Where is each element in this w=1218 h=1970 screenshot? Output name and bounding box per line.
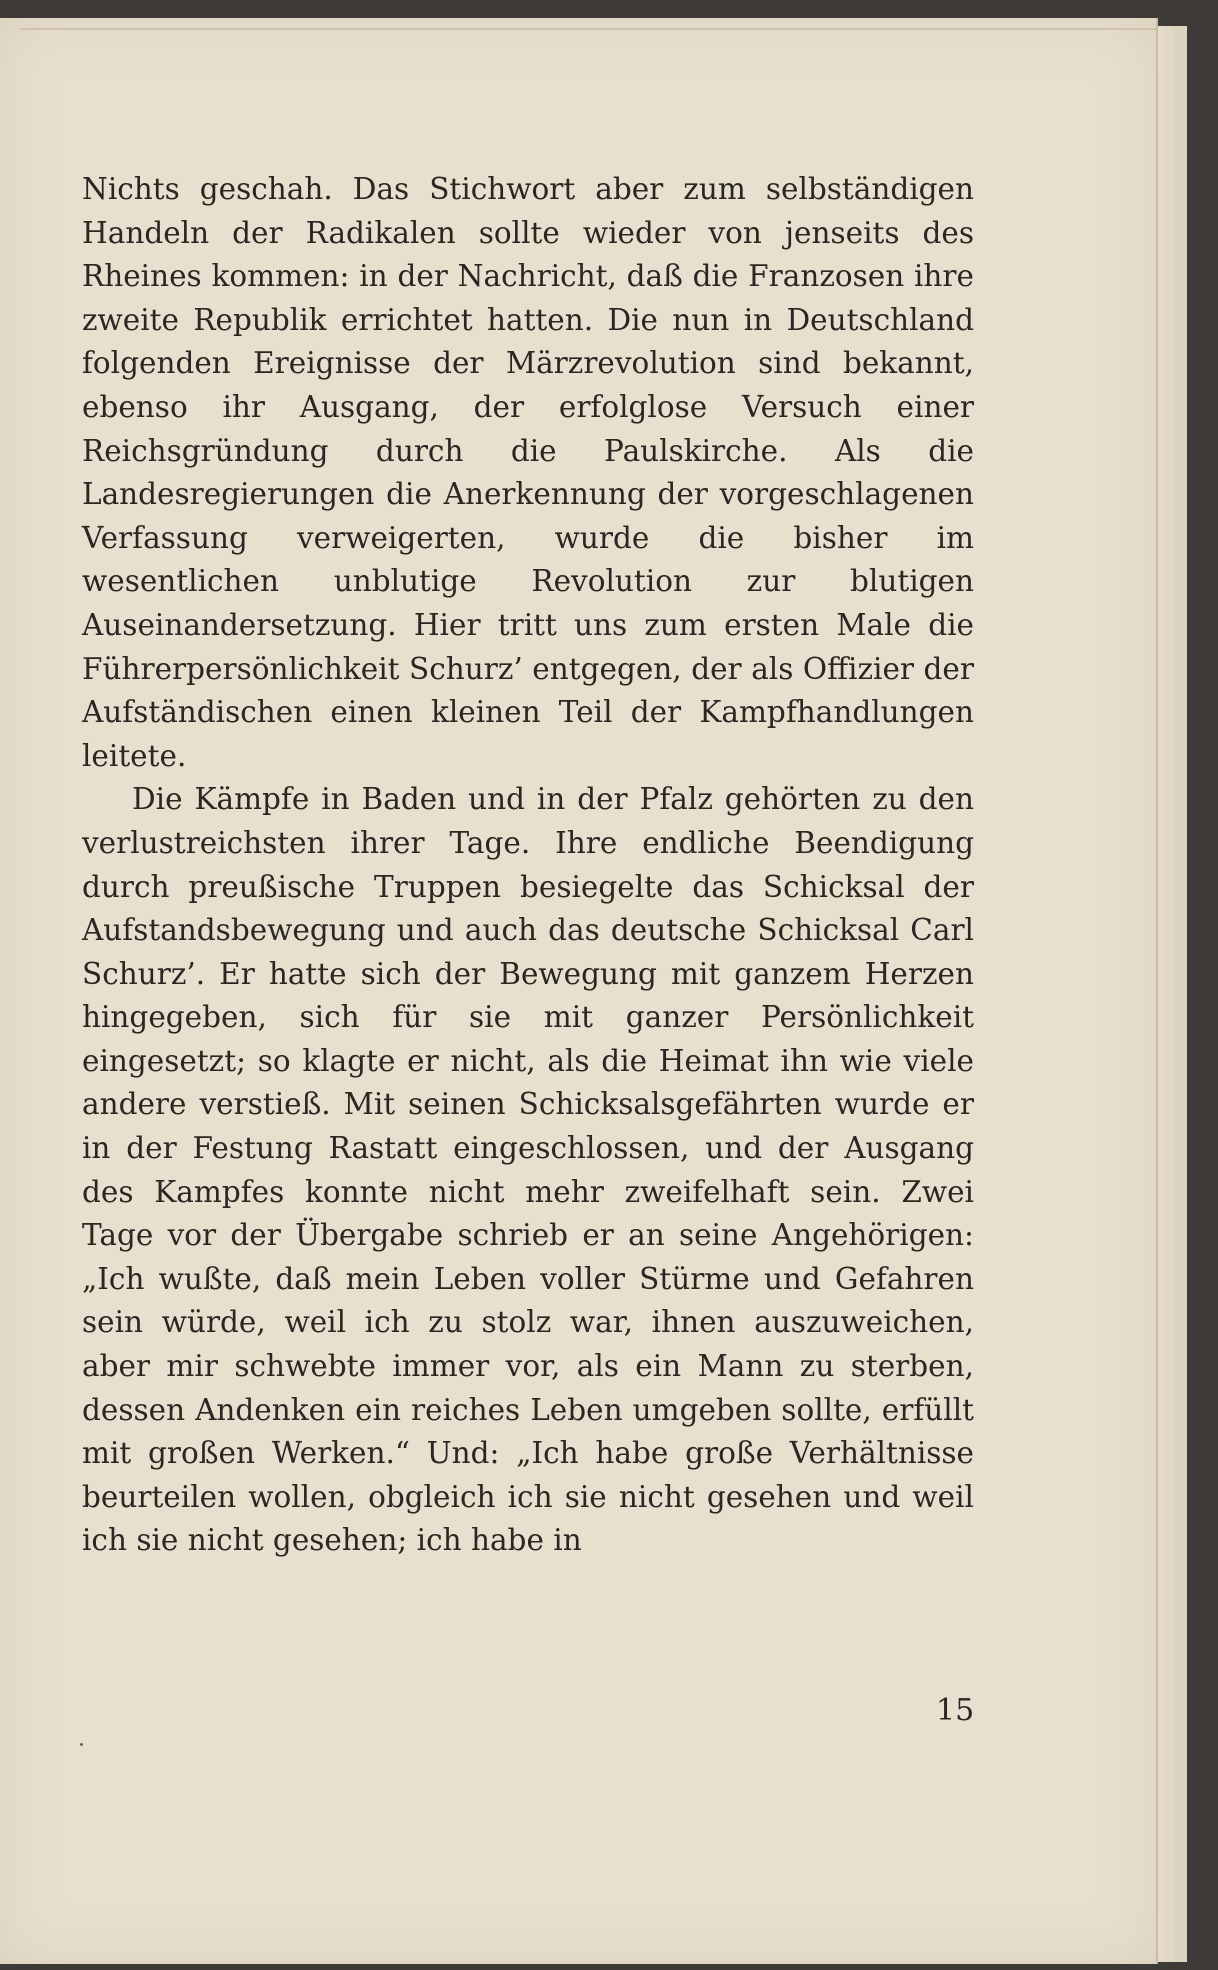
paragraph-1: Nichts geschah. Das Stichwort aber zum selbständigen Handeln der Radikalen sollte wieder von jenseits des Rheines kommen: in der Nachricht, daß die Franzosen ihre zweite Republik errichtet hatten. Die nun in Deutschland folgenden Ereignisse der Märzrevolution sind bekannt, ebenso ihr Ausgang, der erfolglose Versuch einer Reichsgründung durch die Paulskirche. Als die Landesregierungen die Anerkennung der vorgeschlagenen Verfassung verweigerten, wurde die bisher im wesentlichen unblutige Revolution zur blutigen Auseinandersetzung. Hier tritt uns zum ersten Male die Führerpersönlichkeit Schurz’ entgegen, der als Offizier der Aufständischen einen kleinen Teil der Kampfhandlungen leitete. xyxy=(82,172,974,773)
book-page xyxy=(0,18,1158,1964)
page-number: 15 xyxy=(936,1693,975,1728)
page-top-edge xyxy=(20,28,1156,30)
paper-speck xyxy=(80,1743,83,1746)
paragraph-2: Die Kämpfe in Baden und in der Pfalz gehörten zu den verlustreichsten ihrer Tage. Ihre endliche Beendigung durch preußische Truppen besiegelte das Schicksal der Aufstandsbewegung und auch das deutsche Schicksal Carl Schurz’. Er hatte sich der Bewegung mit ganzem Herzen hingegeben, sich für sie mit ganzer Persönlichkeit eingesetzt; so klagte er nicht, als die Heimat ihn wie viele andere verstieß. Mit seinen Schicksalsgefährten wurde er in der Festung Rastatt eingeschlossen, und der Ausgang des Kampfes konnte nicht mehr zweifelhaft sein. Zwei Tage vor der Übergabe schrieb er an seine Angehörigen: „Ich wußte, daß mein Leben voller Stürme und Gefahren sein würde, weil ich zu stolz war, ihnen auszuweichen, aber mir schwebte immer vor, als ein Mann zu sterben, dessen Andenken ein reiches Leben umgeben sollte, erfüllt mit großen Werken.“ Und: „Ich habe große Verhältnisse beurteilen wollen, obgleich ich sie nicht gesehen und weil ich sie nicht gesehen; ich habe in xyxy=(82,782,974,1558)
body-text xyxy=(82,168,974,1563)
